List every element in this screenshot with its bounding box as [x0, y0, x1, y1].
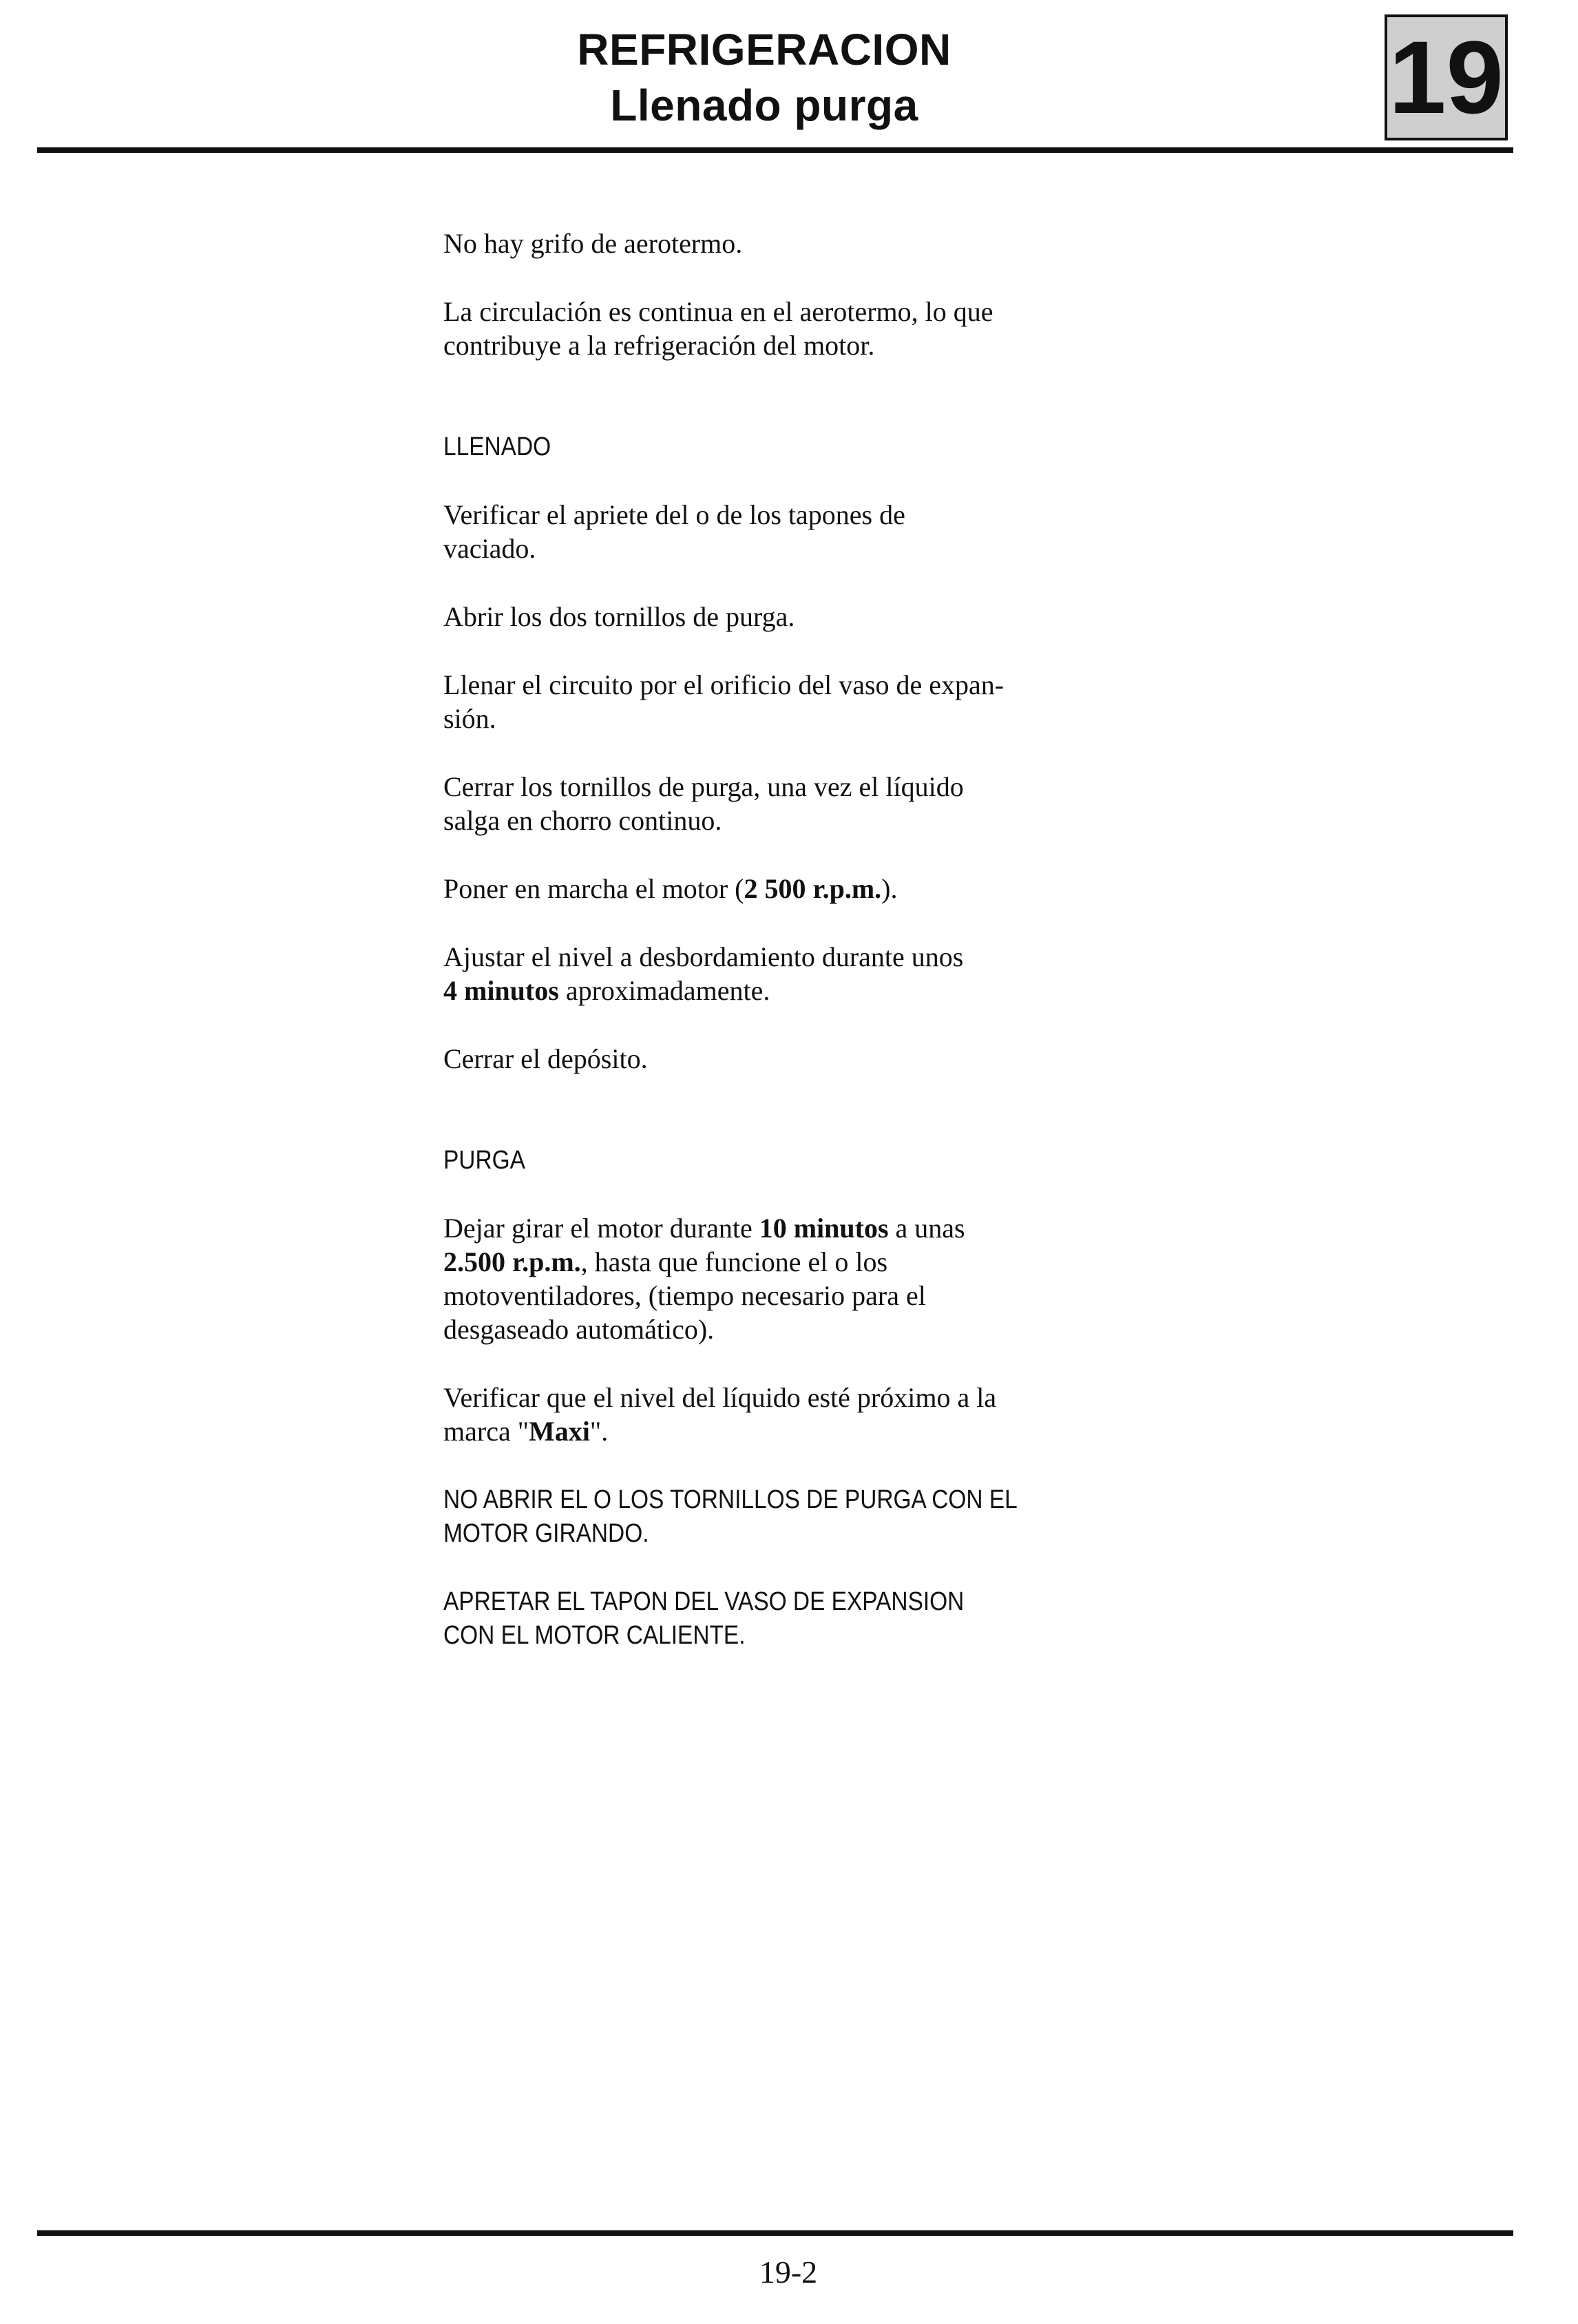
llenado-step-4-line-1: Cerrar los tornillos de purga, una vez el líquido	[443, 771, 964, 802]
llenado-step-1-line-1: Verificar el apriete del o de los tapones de	[443, 499, 905, 530]
rpm-value: 2 500 r.p.m.	[744, 873, 882, 904]
llenado-step-7: Cerrar el depósito.	[443, 1043, 648, 1074]
llenado-step-6-line-2	[443, 974, 1104, 1008]
llenado-step-3-line-1: Llenar el circuito por el orificio del vaso de expan-	[443, 669, 1004, 700]
purga-step-1-line-2	[443, 1245, 1104, 1279]
llenado-step-5	[443, 872, 1104, 906]
warning-1-line-1: NO ABRIR EL O LOS TORNILLOS DE PURGA CON EL	[443, 1485, 1018, 1514]
text-segment: ).	[881, 873, 898, 904]
text-segment: a unas	[888, 1213, 965, 1244]
llenado-step-1-line-2: vaciado.	[443, 533, 536, 564]
text-segment: ".	[589, 1416, 609, 1447]
text-segment: aproximadamente.	[558, 975, 770, 1006]
duration-value: 10 minutos	[759, 1213, 889, 1244]
purga-step-1-line-4: desgaseado automático).	[443, 1314, 715, 1345]
page-number: 19-2	[759, 2254, 818, 2290]
llenado-step-3-line-2: sión.	[443, 703, 496, 734]
purga-step-1-line-1	[443, 1211, 1104, 1246]
intro-paragraph-2-line-1: La circulación es continua en el aerotermo, lo que	[443, 296, 993, 327]
intro-paragraph-1: No hay grifo de aerotermo.	[443, 228, 743, 259]
warning-1-line-2: MOTOR GIRANDO.	[443, 1519, 649, 1548]
chapter-number-badge: 19	[1385, 14, 1508, 140]
purga-heading: PURGA	[443, 1146, 525, 1175]
text-segment: Poner en marcha el motor (	[443, 873, 744, 904]
duration-value: 4 minutos	[443, 975, 559, 1006]
warning-2-line-1: APRETAR EL TAPON DEL VASO DE EXPANSION	[443, 1587, 965, 1616]
llenado-step-4-line-2: salga en chorro continuo.	[443, 805, 722, 836]
rpm-value: 2.500 r.p.m.	[443, 1246, 581, 1277]
llenado-heading: LLENADO	[443, 432, 551, 461]
purga-step-1-line-3: motoventiladores, (tiempo necesario para el	[443, 1280, 926, 1311]
text-segment: Dejar girar el motor durante	[443, 1213, 759, 1244]
warning-2-line-2: CON EL MOTOR CALIENTE.	[443, 1621, 746, 1650]
text-segment: , hasta que funcione el o los	[580, 1246, 888, 1277]
footer-rule	[37, 2230, 1513, 2236]
text-segment: marca "	[443, 1416, 529, 1447]
maxi-mark: Maxi	[529, 1416, 590, 1447]
llenado-step-6-line-1: Ajustar el nivel a desbordamiento durante unos	[443, 941, 964, 972]
intro-paragraph-2-line-2: contribuye a la refrigeración del motor.	[443, 330, 875, 361]
purga-step-2-line-2	[443, 1414, 1104, 1449]
section-subtitle: Llenado purga	[610, 81, 918, 130]
section-title: REFRIGERACION	[577, 25, 951, 74]
header-rule	[37, 147, 1513, 153]
purga-step-2-line-1: Verificar que el nivel del líquido esté próximo a la	[443, 1382, 997, 1413]
llenado-step-2: Abrir los dos tornillos de purga.	[443, 601, 795, 632]
